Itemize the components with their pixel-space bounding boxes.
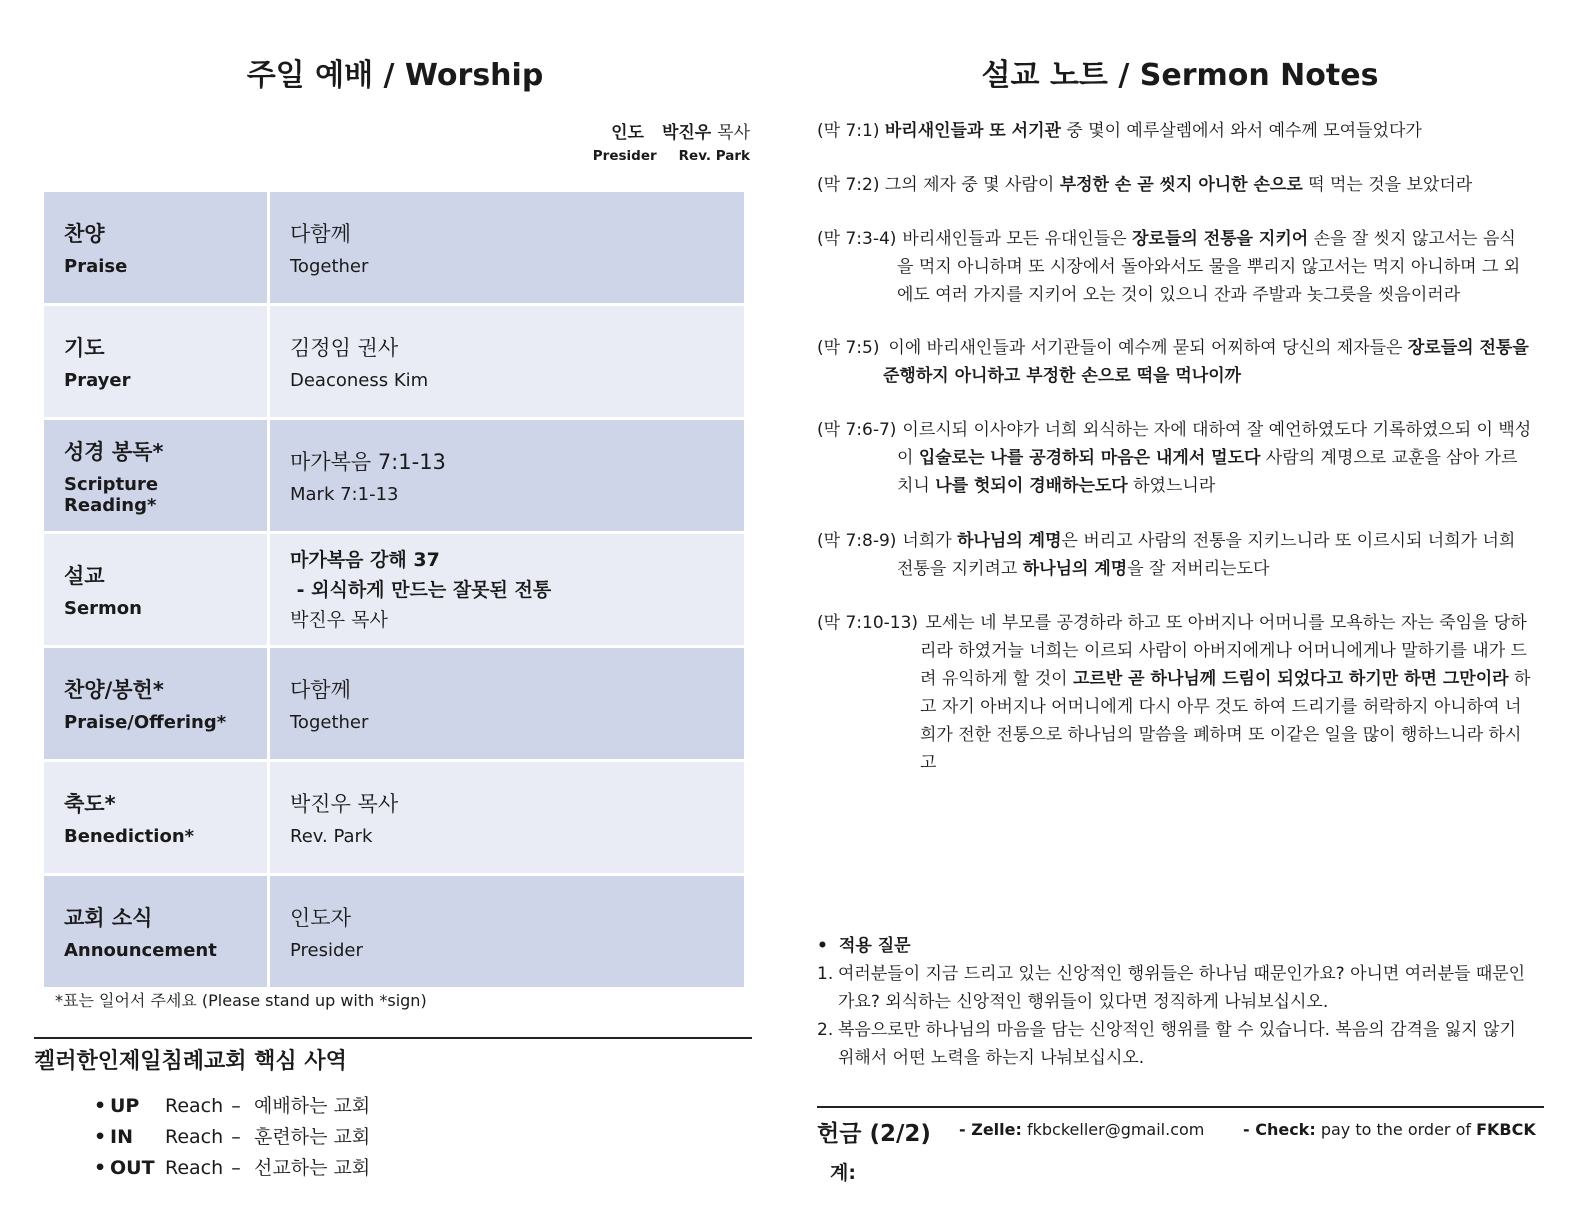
verse-ref: (막 7:6-7) [817, 420, 897, 440]
verse [817, 416, 1532, 500]
order-value [269, 533, 745, 647]
application-number: 2. [817, 1020, 834, 1040]
verse-run: 하고 자기 아버지나 어머니에게 다시 아무 것도 하여 드리기를 허락하지 아니하여 너희가 전한 전통으로 하나님의 말씀을 폐하며 또 이같은 일을 많이 행하느니라 하시고 [920, 669, 1531, 773]
verse-run: 너희가 [897, 531, 958, 551]
order-value-en: Presider [290, 940, 363, 961]
ministry-dash: – [231, 1157, 241, 1179]
order-label [44, 192, 269, 305]
verse-emphasis: 나를 헛되이 경배하는도다 [935, 476, 1128, 496]
ministry-desc: 예배하는 교회 [254, 1095, 371, 1117]
ministry-item [94, 1091, 370, 1122]
verse-ref: (막 7:5) [817, 338, 880, 358]
verse-run: 하였느니라 [1127, 476, 1216, 496]
application-title: 적용 질문 [839, 936, 911, 956]
order-label [44, 419, 269, 533]
sermon-title: - 외식하게 만드는 잘못된 전통 [290, 578, 552, 601]
verse-text [817, 171, 1532, 199]
check-payee: FKBCK [1476, 1120, 1536, 1139]
order-row-offering [44, 647, 744, 761]
verse-run: 손을 잘 씻지 않고서는 음식을 먹지 아니하며 또 시장에서 돌아와서도 물을 뿌리지 않고서는 먹지 아니하며 그 외에도 여러 가지를 지키어 오는 것이 있으니 잔과 주발과 놋그릇을 씻음이러라 [897, 229, 1521, 305]
verse-run: 사람의 계명으로 교훈을 삼아 가르치니 [897, 448, 1518, 496]
order-label [44, 305, 269, 419]
application-text: 복음으로만 하나님의 마음을 담는 신앙적인 행위를 할 수 있습니다. 복음의 감격을 잃지 않기 위해서 어떤 노력을 하는지 나눠보십시오. [838, 1020, 1516, 1068]
presider-label-en: Presider [592, 148, 657, 164]
verse-ref: (막 7:10-13) [817, 613, 919, 633]
verse-text [817, 117, 1532, 145]
order-value-en: Together [290, 712, 369, 733]
ministry-key: IN [110, 1126, 133, 1148]
order-label-en: Praise/Offering* [64, 712, 227, 733]
presider-name-en: Rev. Park [678, 148, 750, 164]
verse-ref: (막 7:2) [817, 175, 880, 195]
order-row-prayer [44, 305, 744, 419]
verse-ref: (막 7:8-9) [817, 531, 897, 551]
offering-title: 헌금 (2/2) [817, 1121, 931, 1147]
verse-text [817, 334, 1532, 390]
verse-emphasis: 입술로는 나를 공경하되 마음은 내게서 멀도다 [918, 448, 1261, 468]
order-row-scripture [44, 419, 744, 533]
verse-run: 중 몇이 예루살렘에서 와서 예수께 모여들었다가 [1060, 121, 1422, 141]
verse-emphasis: 바리새인들과 또 서기관 [884, 121, 1061, 141]
order-value-ko: 마가복음 7:1-13 [290, 450, 446, 474]
order-of-worship-table [44, 192, 744, 990]
verse-run: 이르시되 이사야가 너희 외식하는 자에 대하여 잘 예언하였도다 기록하였으되 이 백성이 [897, 420, 1532, 468]
application-heading [817, 932, 1532, 960]
verse-emphasis: 고르반 곧 하나님께 드림이 되었다고 하기만 하면 그만이라 [1073, 669, 1509, 689]
ministry-reach: Reach [165, 1095, 224, 1117]
ministry-desc: 훈련하는 교회 [254, 1126, 371, 1148]
order-value-en: Mark 7:1-13 [290, 484, 399, 505]
ministry-key: UP [110, 1095, 140, 1117]
sermon-preacher: 박진우 목사 [290, 608, 388, 631]
verse [817, 609, 1532, 777]
verse-text [817, 416, 1532, 500]
offering-zelle [959, 1120, 1204, 1139]
application-item [817, 960, 1532, 1016]
ministry-title: 켈러한인제일침례교회 핵심 사역 [34, 1049, 347, 1074]
verse-ref: (막 7:1) [817, 121, 880, 141]
verse-emphasis: 하나님의 계명 [957, 531, 1062, 551]
order-value [269, 647, 745, 761]
zelle-label: - Zelle: [959, 1120, 1022, 1139]
order-label-ko: 기도 [64, 336, 105, 360]
offering-check [1243, 1120, 1536, 1139]
sermon-notes-title: 설교 노트 / Sermon Notes [981, 58, 1379, 93]
order-value [269, 192, 745, 305]
offering-total-label: 계: [830, 1162, 856, 1184]
verse-run: 모세는 네 부모를 공경하라 하고 또 아버지나 어머니를 모욕하는 자는 죽임을 당하리라 하였거늘 너희는 이르되 사람이 아버지에게나 어머니에게나 말하기를 내가 드려 유익하게 할 것이 [920, 613, 1527, 689]
ministry-item [94, 1122, 370, 1153]
order-value-ko: 다함께 [290, 222, 351, 246]
verse-emphasis: 부정한 손 곧 씻지 아니한 손으로 [1059, 175, 1303, 195]
verse-run: 떡 먹는 것을 보았더라 [1302, 175, 1473, 195]
order-label-ko: 축도* [64, 792, 116, 816]
presider-label-ko: 인도 [611, 123, 644, 143]
order-value [269, 761, 745, 875]
order-row-sermon [44, 533, 744, 647]
order-value-en: Together [290, 256, 369, 277]
order-label [44, 533, 269, 647]
divider [34, 1037, 752, 1039]
verse [817, 527, 1532, 583]
order-value-en: Deaconess Kim [290, 370, 429, 391]
zelle-email: fkbckeller@gmail.com [1026, 1120, 1205, 1139]
check-label: - Check: [1243, 1120, 1316, 1139]
verse-run: 바리새인들과 모든 유대인들은 [897, 229, 1133, 249]
bullet-icon: • [817, 936, 828, 956]
ministry-list [94, 1091, 370, 1184]
application-item [817, 1016, 1532, 1072]
order-value-ko: 김정임 권사 [290, 336, 399, 360]
ministry-dash: – [231, 1126, 241, 1148]
order-label [44, 761, 269, 875]
order-value [269, 419, 745, 533]
verse-text [817, 527, 1532, 583]
order-label [44, 875, 269, 989]
verse-run: 을 잘 저버리는도다 [1127, 559, 1270, 579]
order-label [44, 647, 269, 761]
presider-title-ko: 목사 [717, 123, 750, 143]
order-row-praise [44, 192, 744, 305]
verse-run: 그의 제자 중 몇 사람이 [879, 175, 1060, 195]
verse-run: 이에 바리새인들과 서기관들이 예수께 묻되 어찌하여 당신의 제자들은 [883, 338, 1408, 358]
verse [817, 334, 1532, 390]
ministry-dash: – [231, 1095, 241, 1117]
verse [817, 171, 1532, 199]
order-label-en: Announcement [64, 940, 217, 961]
stand-note: *표는 일어서 주세요 (Please stand up with *sign) [55, 991, 427, 1010]
bullet-icon: • [94, 1095, 107, 1117]
ministry-item [94, 1153, 370, 1184]
order-value [269, 305, 745, 419]
ministry-reach: Reach [165, 1157, 224, 1179]
order-value-en: Rev. Park [290, 826, 373, 847]
application-questions [817, 932, 1532, 1072]
verse-text [817, 609, 1532, 777]
ministry-key: OUT [110, 1157, 155, 1179]
application-number: 1. [817, 964, 834, 984]
verse-ref: (막 7:3-4) [817, 229, 897, 249]
verse-emphasis: 장로들의 전통을 준행하지 아니하고 부정한 손으로 떡을 먹나이까 [883, 338, 1529, 386]
order-label-en: Benediction* [64, 826, 195, 847]
order-value-ko: 인도자 [290, 906, 351, 930]
check-text: pay to the order of [1320, 1120, 1471, 1139]
verse [817, 117, 1532, 145]
order-value-ko: 박진우 목사 [290, 792, 399, 816]
order-label-ko: 성경 봉독* [64, 439, 164, 464]
order-label-ko: 설교 [64, 564, 105, 588]
ministry-reach: Reach [165, 1126, 224, 1148]
order-value-ko: 다함께 [290, 678, 351, 702]
presider-name-ko: 박진우 [661, 123, 712, 143]
order-label-ko: 교회 소식 [64, 906, 153, 930]
application-text: 여러분들이 지금 드리고 있는 신앙적인 행위들은 하나님 때문인가요? 아니면 여러분들 때문인가요? 외식하는 신앙적인 행위들이 있다면 정직하게 나눠보십시오. [838, 964, 1526, 1012]
order-value [269, 875, 745, 989]
order-label-en: Prayer [64, 370, 131, 391]
order-label-ko: 찬양/봉헌* [64, 678, 164, 702]
sermon-series-title: 마가복음 강해 37 [290, 548, 440, 571]
bullet-icon: • [94, 1157, 107, 1179]
order-row-announcement [44, 875, 744, 989]
bullet-icon: • [94, 1126, 107, 1148]
presider-block [593, 118, 750, 164]
verse [817, 225, 1532, 309]
order-row-benediction [44, 761, 744, 875]
order-label-en: Scripture Reading* [64, 473, 159, 516]
order-label-ko: 찬양 [64, 222, 105, 246]
worship-title: 주일 예배 / Worship [246, 58, 544, 93]
verse-emphasis: 하나님의 계명 [1022, 559, 1128, 579]
verse-text [817, 225, 1532, 309]
verse-emphasis: 장로들의 전통을 지키어 [1132, 229, 1309, 249]
order-label-en: Sermon [64, 598, 142, 619]
offering-block [817, 1115, 1536, 1148]
verse-run: 은 버리고 사람의 전통을 지키느니라 또 이르시되 너희가 너희 전통을 지키려고 [897, 531, 1516, 579]
divider [817, 1106, 1544, 1108]
ministry-desc: 선교하는 교회 [254, 1157, 371, 1179]
order-label-en: Praise [64, 256, 128, 277]
